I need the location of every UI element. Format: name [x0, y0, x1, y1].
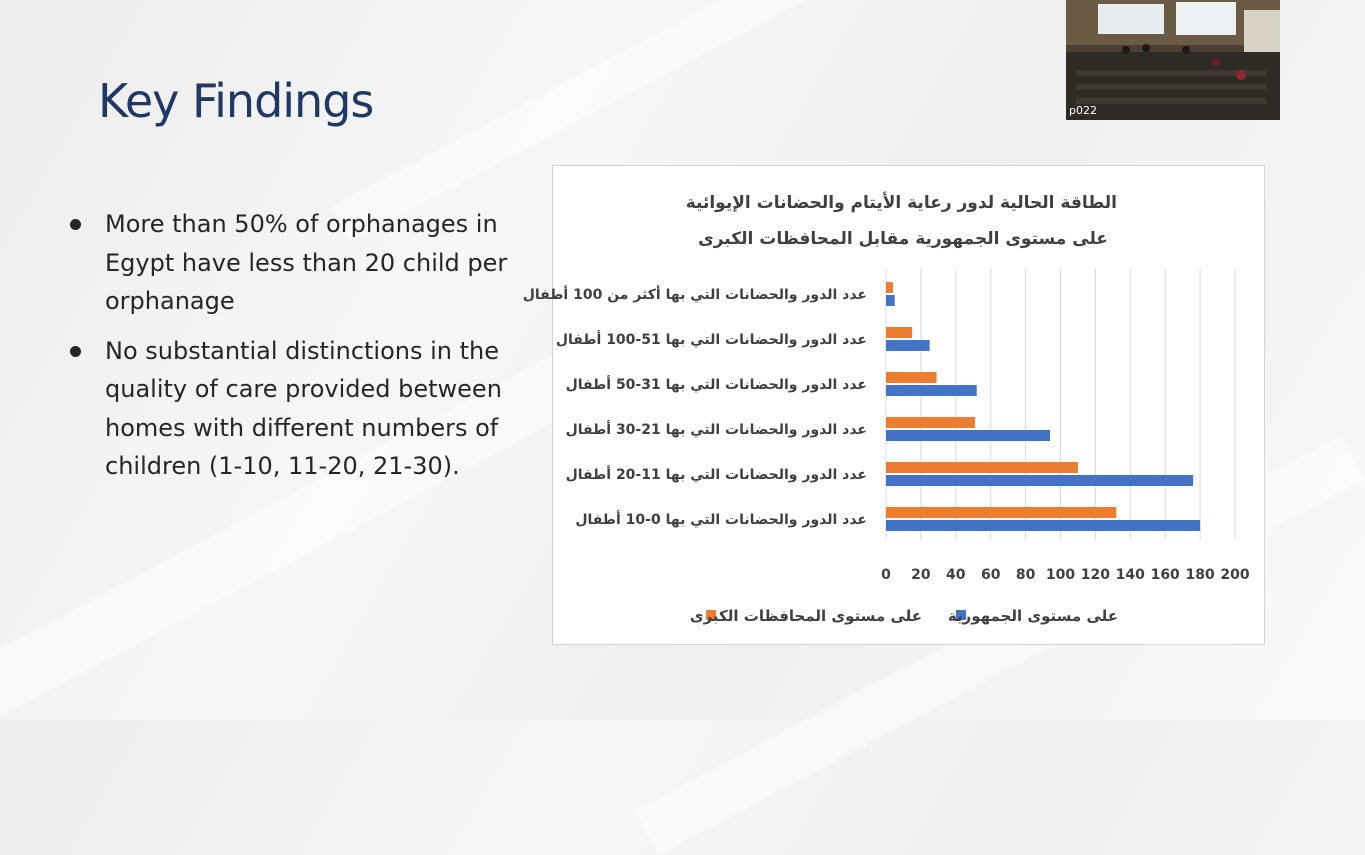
x-tick-label: 140: [1115, 567, 1145, 583]
x-tick-labels: [881, 567, 1250, 583]
participant-name: p022: [1069, 104, 1097, 117]
chart-subtitle: على مستوى الجمهورية مقابل المحافظات الكبرى: [698, 229, 1108, 249]
video-thumbnail[interactable]: [1066, 0, 1280, 120]
bar-republic: [886, 475, 1193, 486]
category-label: عدد الدور والحضانات التي بها 0-10 أطفال: [575, 512, 867, 528]
chart-gridlines: [886, 269, 1235, 540]
category-label: عدد الدور والحضانات التي بها 11-20 أطفال: [565, 467, 867, 483]
bullet-list: [66, 205, 546, 497]
legend-label: على مستوى الجمهورية: [947, 607, 1118, 625]
bullet-text: More than 50% of orphanages in Egypt have less than 20 child per orphanage: [105, 210, 508, 315]
bullet-item: [66, 205, 546, 321]
chart-title: الطاقة الحالية لدور رعاية الأيتام والحضانات الإيوائية: [685, 193, 1117, 213]
category-label: عدد الدور والحضانات التي بها 51-100 أطفال: [555, 332, 867, 348]
x-tick-label: 20: [911, 567, 931, 583]
bar-governorates: [886, 372, 937, 383]
x-tick-label: 40: [946, 567, 966, 583]
x-tick-label: 0: [881, 567, 891, 583]
category-label: عدد الدور والحضانات التي بها أكثر من 100 أطفال: [522, 287, 867, 303]
conference-room-image: [1066, 0, 1280, 120]
bullet-text: No substantial distinctions in the quality of care provided between homes with different numbers of children (1-10, 11-20, 21-30).: [105, 336, 502, 480]
x-tick-label: 160: [1150, 567, 1180, 583]
chart-legend: [690, 607, 1118, 625]
bullet-dot-icon: [70, 346, 81, 357]
bar-republic: [886, 520, 1200, 531]
chart-panel: [522, 165, 1265, 645]
bar-republic: [886, 295, 895, 306]
bar-chart: [522, 166, 1264, 644]
x-tick-label: 80: [1015, 567, 1036, 583]
category-label: عدد الدور والحضانات التي بها 31-50 أطفال: [565, 377, 867, 393]
bars: [886, 282, 1200, 531]
slide-title: Key Findings: [98, 74, 374, 128]
category-label: عدد الدور والحضانات التي بها 21-30 أطفال: [565, 422, 867, 438]
x-tick-label: 120: [1080, 567, 1111, 583]
bullet-item: [66, 332, 546, 486]
bar-governorates: [886, 507, 1116, 518]
x-tick-label: 200: [1220, 567, 1250, 583]
bar-governorates: [886, 327, 912, 338]
bar-governorates: [886, 282, 893, 293]
category-labels: [523, 285, 867, 528]
bullet-dot-icon: [70, 219, 81, 230]
bar-republic: [886, 385, 977, 396]
bar-republic: [886, 430, 1050, 441]
bar-republic: [886, 340, 930, 351]
x-tick-label: 60: [980, 567, 1001, 583]
x-tick-label: 100: [1045, 567, 1076, 583]
x-tick-label: 180: [1185, 567, 1215, 583]
legend-label: على مستوى المحافظات الكبرى: [689, 607, 922, 625]
bar-governorates: [886, 462, 1078, 473]
bar-governorates: [886, 417, 975, 428]
